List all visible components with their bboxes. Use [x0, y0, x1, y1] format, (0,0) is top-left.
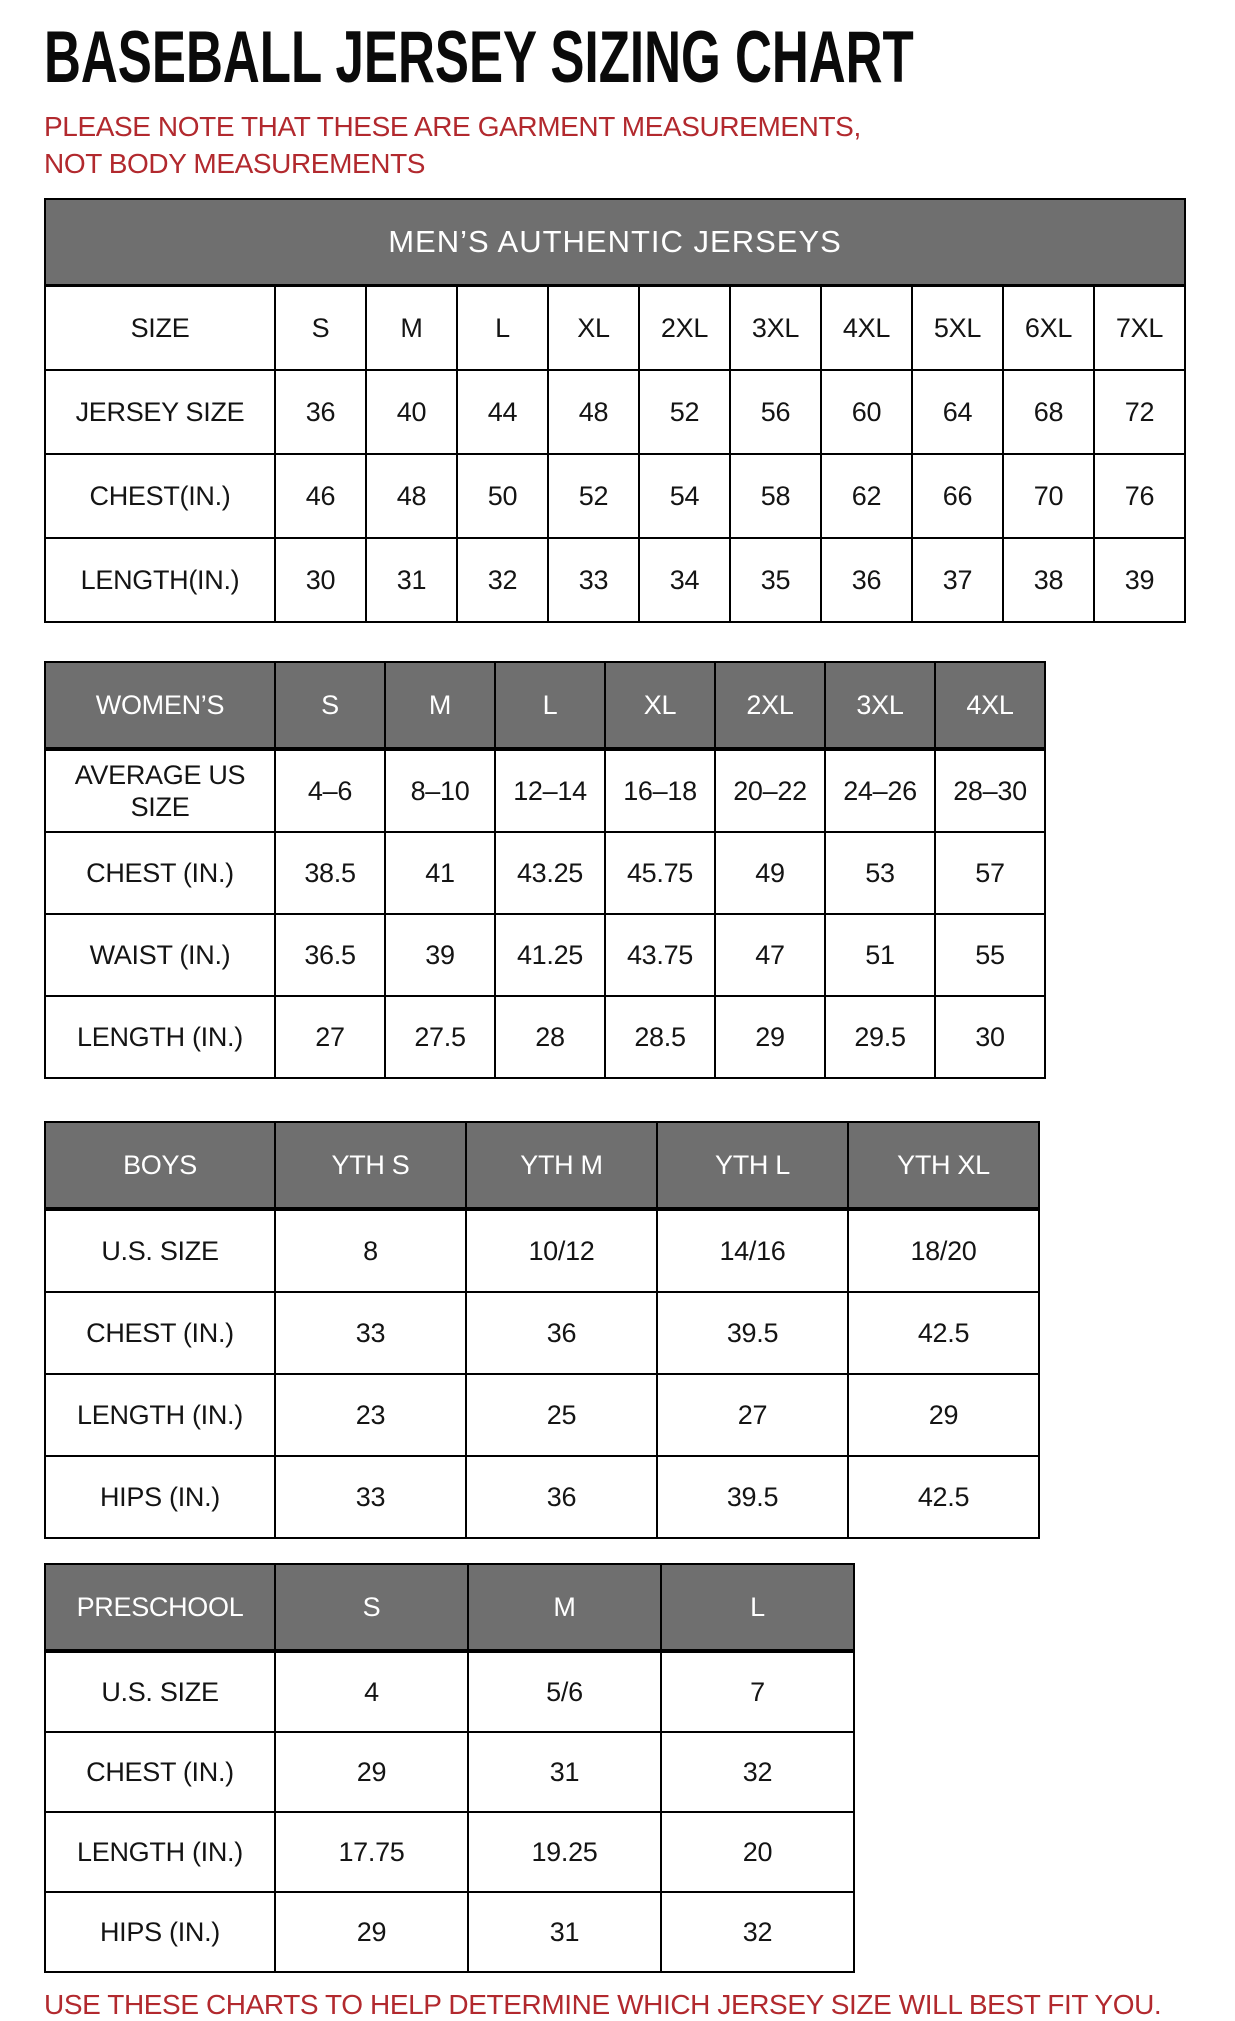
mens-data-cell: S	[275, 286, 366, 371]
boys-data-row	[45, 1209, 1039, 1292]
mens-data-cell: 52	[639, 370, 730, 454]
mens-data-cell: 34	[639, 538, 730, 622]
preschool-row-label: HIPS (IN.)	[45, 1892, 275, 1972]
boys-data-cell: 42.5	[848, 1292, 1039, 1374]
womens-data-cell: 39	[385, 914, 495, 996]
boys-size-table	[44, 1121, 1040, 1539]
womens-column-header: 4XL	[935, 662, 1045, 749]
boys-data-cell: 25	[466, 1374, 657, 1456]
mens-data-cell: 7XL	[1094, 286, 1185, 371]
womens-column-header: S	[275, 662, 385, 749]
boys-data-cell: 39.5	[657, 1292, 848, 1374]
boys-data-cell: 36	[466, 1456, 657, 1538]
mens-data-cell: 5XL	[912, 286, 1003, 371]
boys-column-header: YTH L	[657, 1122, 848, 1209]
womens-size-table	[44, 661, 1046, 1079]
boys-column-header: YTH XL	[848, 1122, 1039, 1209]
boys-data-row	[45, 1292, 1039, 1374]
womens-data-cell: 53	[825, 832, 935, 914]
boys-row-label: U.S. SIZE	[45, 1209, 275, 1292]
womens-data-row	[45, 996, 1045, 1078]
boys-table-title: BOYS	[45, 1122, 275, 1209]
mens-row-label: JERSEY SIZE	[45, 370, 275, 454]
womens-data-cell: 55	[935, 914, 1045, 996]
womens-data-cell: 12–14	[495, 749, 605, 832]
preschool-data-cell: 31	[468, 1732, 661, 1812]
mens-data-cell: 35	[730, 538, 821, 622]
boys-data-cell: 10/12	[466, 1209, 657, 1292]
womens-data-cell: 49	[715, 832, 825, 914]
mens-data-cell: 6XL	[1003, 286, 1094, 371]
preschool-data-row	[45, 1732, 854, 1812]
womens-data-cell: 8–10	[385, 749, 495, 832]
womens-header-row	[45, 662, 1045, 749]
boys-data-cell: 39.5	[657, 1456, 848, 1538]
mens-data-cell: 52	[548, 454, 639, 538]
preschool-row-label: LENGTH (IN.)	[45, 1812, 275, 1892]
page-title	[44, 0, 1220, 98]
mens-data-cell: 40	[366, 370, 457, 454]
preschool-table-title: PRESCHOOL	[45, 1564, 275, 1651]
preschool-data-row	[45, 1892, 854, 1972]
womens-data-row	[45, 832, 1045, 914]
womens-data-cell: 27	[275, 996, 385, 1078]
womens-column-header: 3XL	[825, 662, 935, 749]
womens-data-cell: 4–6	[275, 749, 385, 832]
womens-data-cell: 24–26	[825, 749, 935, 832]
mens-data-cell: 37	[912, 538, 1003, 622]
preschool-data-cell: 32	[661, 1732, 854, 1812]
boys-data-cell: 14/16	[657, 1209, 848, 1292]
womens-column-header: 2XL	[715, 662, 825, 749]
garment-measurement-note: PLEASE NOTE THAT THESE ARE GARMENT MEASUREMENTS, NOT BODY MEASUREMENTS	[44, 111, 861, 179]
boys-column-header: YTH S	[275, 1122, 466, 1209]
preschool-column-header: L	[661, 1564, 854, 1651]
womens-data-cell: 30	[935, 996, 1045, 1078]
preschool-data-cell: 32	[661, 1892, 854, 1972]
mens-row-label: CHEST(IN.)	[45, 454, 275, 538]
womens-data-cell: 27.5	[385, 996, 495, 1078]
womens-row-label: CHEST (IN.)	[45, 832, 275, 914]
womens-row-label: WAIST (IN.)	[45, 914, 275, 996]
preschool-data-cell: 4	[275, 1651, 468, 1732]
mens-data-cell: 58	[730, 454, 821, 538]
mens-data-cell: 50	[457, 454, 548, 538]
boys-data-cell: 23	[275, 1374, 466, 1456]
mens-data-cell: 66	[912, 454, 1003, 538]
footer-note: USE THESE CHARTS TO HELP DETERMINE WHICH JERSEY SIZE WILL BEST FIT YOU.	[44, 1989, 1162, 2020]
mens-data-cell: 2XL	[639, 286, 730, 371]
womens-data-cell: 45.75	[605, 832, 715, 914]
mens-data-cell: 72	[1094, 370, 1185, 454]
preschool-data-cell: 29	[275, 1892, 468, 1972]
preschool-row-label: U.S. SIZE	[45, 1651, 275, 1732]
boys-header-row	[45, 1122, 1039, 1209]
preschool-column-header: S	[275, 1564, 468, 1651]
preschool-data-cell: 17.75	[275, 1812, 468, 1892]
boys-data-cell: 36	[466, 1292, 657, 1374]
mens-data-cell: 32	[457, 538, 548, 622]
mens-size-table	[44, 198, 1186, 623]
boys-row-label: CHEST (IN.)	[45, 1292, 275, 1374]
preschool-column-header: M	[468, 1564, 661, 1651]
mens-data-cell: 54	[639, 454, 730, 538]
boys-data-row	[45, 1374, 1039, 1456]
boys-data-cell: 33	[275, 1456, 466, 1538]
womens-data-cell: 28	[495, 996, 605, 1078]
womens-table-title: WOMEN’S	[45, 662, 275, 749]
preschool-data-cell: 20	[661, 1812, 854, 1892]
boys-data-cell: 33	[275, 1292, 466, 1374]
mens-data-cell: M	[366, 286, 457, 371]
mens-data-cell: 60	[821, 370, 912, 454]
womens-data-cell: 41.25	[495, 914, 605, 996]
preschool-data-row	[45, 1651, 854, 1732]
mens-data-cell: 36	[821, 538, 912, 622]
boys-data-row	[45, 1456, 1039, 1538]
mens-data-cell: 70	[1003, 454, 1094, 538]
mens-data-cell: 30	[275, 538, 366, 622]
womens-data-row	[45, 914, 1045, 996]
boys-data-cell: 27	[657, 1374, 848, 1456]
boys-column-header: YTH M	[466, 1122, 657, 1209]
mens-data-row	[45, 286, 1185, 371]
preschool-row-label: CHEST (IN.)	[45, 1732, 275, 1812]
preschool-data-cell: 19.25	[468, 1812, 661, 1892]
womens-data-cell: 47	[715, 914, 825, 996]
womens-data-cell: 29	[715, 996, 825, 1078]
mens-data-cell: XL	[548, 286, 639, 371]
mens-data-cell: 48	[366, 454, 457, 538]
mens-data-row	[45, 454, 1185, 538]
boys-row-label: LENGTH (IN.)	[45, 1374, 275, 1456]
mens-table-title: MEN’S AUTHENTIC JERSEYS	[45, 199, 1185, 286]
mens-row-label: SIZE	[45, 286, 275, 371]
boys-data-cell: 18/20	[848, 1209, 1039, 1292]
preschool-size-table	[44, 1563, 855, 1973]
mens-data-cell: 56	[730, 370, 821, 454]
womens-data-cell: 51	[825, 914, 935, 996]
womens-data-cell: 29.5	[825, 996, 935, 1078]
mens-data-cell: 4XL	[821, 286, 912, 371]
womens-column-header: XL	[605, 662, 715, 749]
womens-data-cell: 41	[385, 832, 495, 914]
preschool-data-cell: 5/6	[468, 1651, 661, 1732]
womens-data-cell: 36.5	[275, 914, 385, 996]
mens-data-cell: 76	[1094, 454, 1185, 538]
womens-data-cell: 20–22	[715, 749, 825, 832]
womens-row-label: AVERAGE US SIZE	[45, 749, 275, 832]
womens-data-cell: 57	[935, 832, 1045, 914]
mens-data-cell: 36	[275, 370, 366, 454]
boys-data-cell: 42.5	[848, 1456, 1039, 1538]
mens-data-cell: 39	[1094, 538, 1185, 622]
mens-data-cell: 3XL	[730, 286, 821, 371]
womens-data-cell: 16–18	[605, 749, 715, 832]
womens-data-cell: 43.75	[605, 914, 715, 996]
womens-column-header: L	[495, 662, 605, 749]
womens-data-row	[45, 749, 1045, 832]
preschool-data-row	[45, 1812, 854, 1892]
womens-column-header: M	[385, 662, 495, 749]
preschool-data-cell: 31	[468, 1892, 661, 1972]
womens-data-cell: 28.5	[605, 996, 715, 1078]
mens-row-label: LENGTH(IN.)	[45, 538, 275, 622]
boys-data-cell: 8	[275, 1209, 466, 1292]
mens-data-cell: 33	[548, 538, 639, 622]
mens-data-cell: 44	[457, 370, 548, 454]
mens-data-cell: 31	[366, 538, 457, 622]
mens-data-cell: 38	[1003, 538, 1094, 622]
womens-data-cell: 38.5	[275, 832, 385, 914]
mens-banner-row	[45, 199, 1185, 286]
mens-data-row	[45, 370, 1185, 454]
womens-data-cell: 43.25	[495, 832, 605, 914]
womens-data-cell: 28–30	[935, 749, 1045, 832]
boys-row-label: HIPS (IN.)	[45, 1456, 275, 1538]
boys-data-cell: 29	[848, 1374, 1039, 1456]
preschool-data-cell: 29	[275, 1732, 468, 1812]
mens-data-cell: 64	[912, 370, 1003, 454]
preschool-header-row	[45, 1564, 854, 1651]
mens-data-cell: 68	[1003, 370, 1094, 454]
mens-data-cell: 48	[548, 370, 639, 454]
mens-data-cell: 46	[275, 454, 366, 538]
mens-data-row	[45, 538, 1185, 622]
mens-data-cell: 62	[821, 454, 912, 538]
mens-data-cell: L	[457, 286, 548, 371]
preschool-data-cell: 7	[661, 1651, 854, 1732]
womens-row-label: LENGTH (IN.)	[45, 996, 275, 1078]
page-title-text: BASEBALL JERSEY SIZING CHART	[44, 15, 914, 98]
